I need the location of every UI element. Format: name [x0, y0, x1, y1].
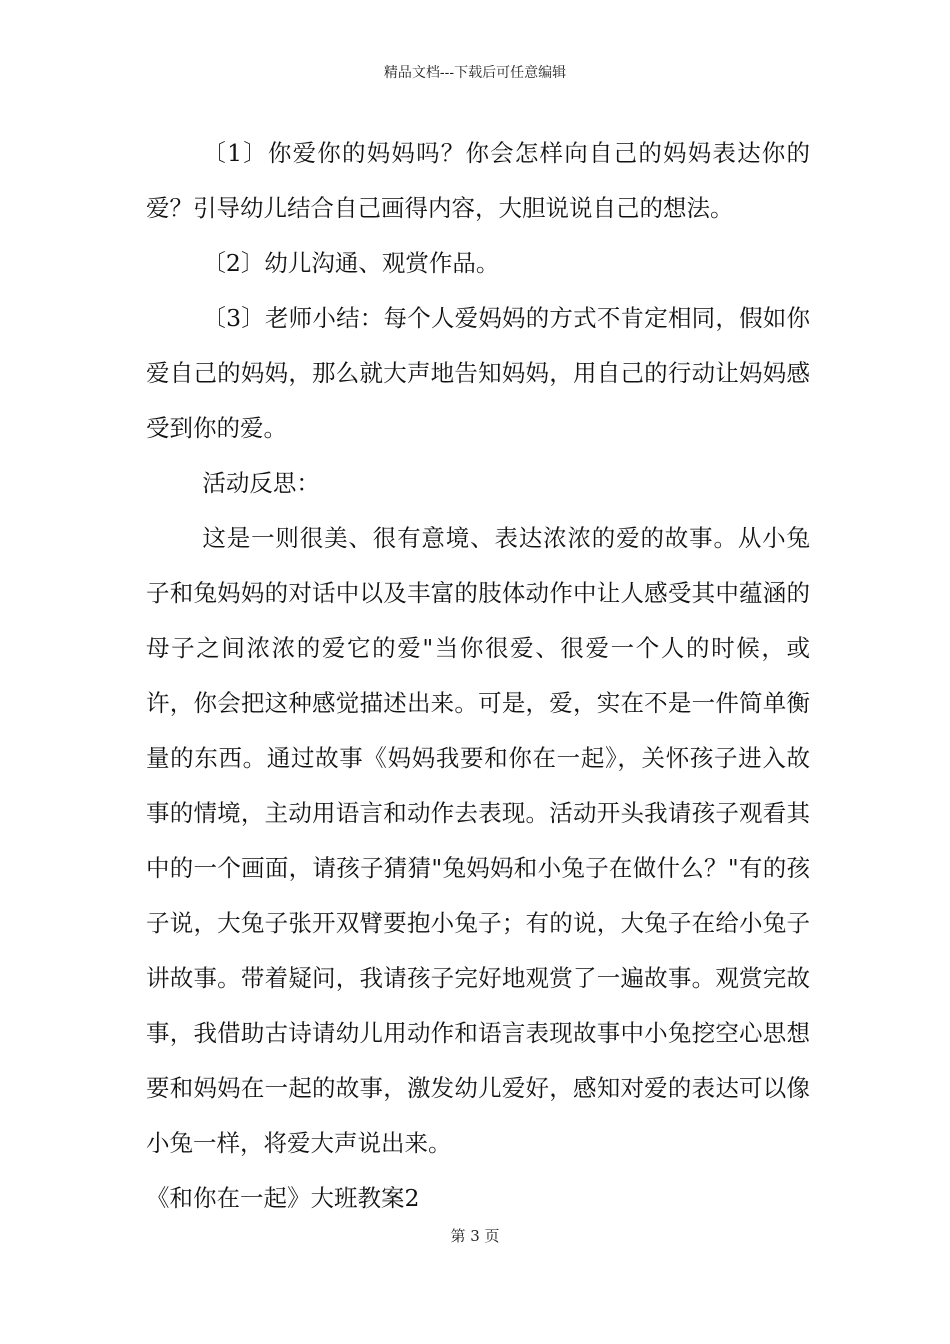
- section-title: 《和你在一起》大班教案2: [146, 1184, 420, 1212]
- paragraph-3: 〔3〕老师小结：每个人爱妈妈的方式不肯定相同，假如你爱自己的妈妈，那么就大声地告知妈妈，用自己的行动让妈妈感受到你的爱。: [146, 304, 810, 442]
- paragraph-1: 〔1〕你爱你的妈妈吗？你会怎样向自己的妈妈表达你的爱？引导幼儿结合自己画得内容，大胆说说自己的想法。: [146, 139, 810, 222]
- document-body: [146, 126, 810, 1226]
- page-header: 精品文档---下载后可任意编辑: [383, 65, 567, 81]
- paragraph-5: 这是一则很美、很有意境、表达浓浓的爱的故事。从小兔子和兔妈妈的对话中以及丰富的肢体动作中让人感受其中蕴涵的母子之间浓浓的爱它的爱"当你很爱、很爱一个人的时候，或许，你会把这种感觉描述出来。可是，爱，实在不是一件简单衡量的东西。通过故事《妈妈我要和你在一起》，关怀孩子进入故事的情境，主动用语言和动作去表现。活动开头我请孩子观看其中的一个画面，请孩子猜猜"兔妈妈和小兔子在做什么？"有的孩子说，大兔子张开双臂要抱小兔子；有的说，大兔子在给小兔子讲故事。带着疑问，我请孩子完好地观赏了一遍故事。观赏完故事，我借助古诗请幼儿用动作和语言表现故事中小兔挖空心思想要和妈妈在一起的故事，激发幼儿爱好，感知对爱的表达可以像小兔一样，将爱大声说出来。: [146, 524, 810, 1157]
- paragraph-2: 〔2〕幼儿沟通、观赏作品。: [202, 249, 500, 277]
- paragraph-4: 活动反思：: [202, 469, 320, 497]
- page-footer: 第 3 页: [450, 1227, 500, 1245]
